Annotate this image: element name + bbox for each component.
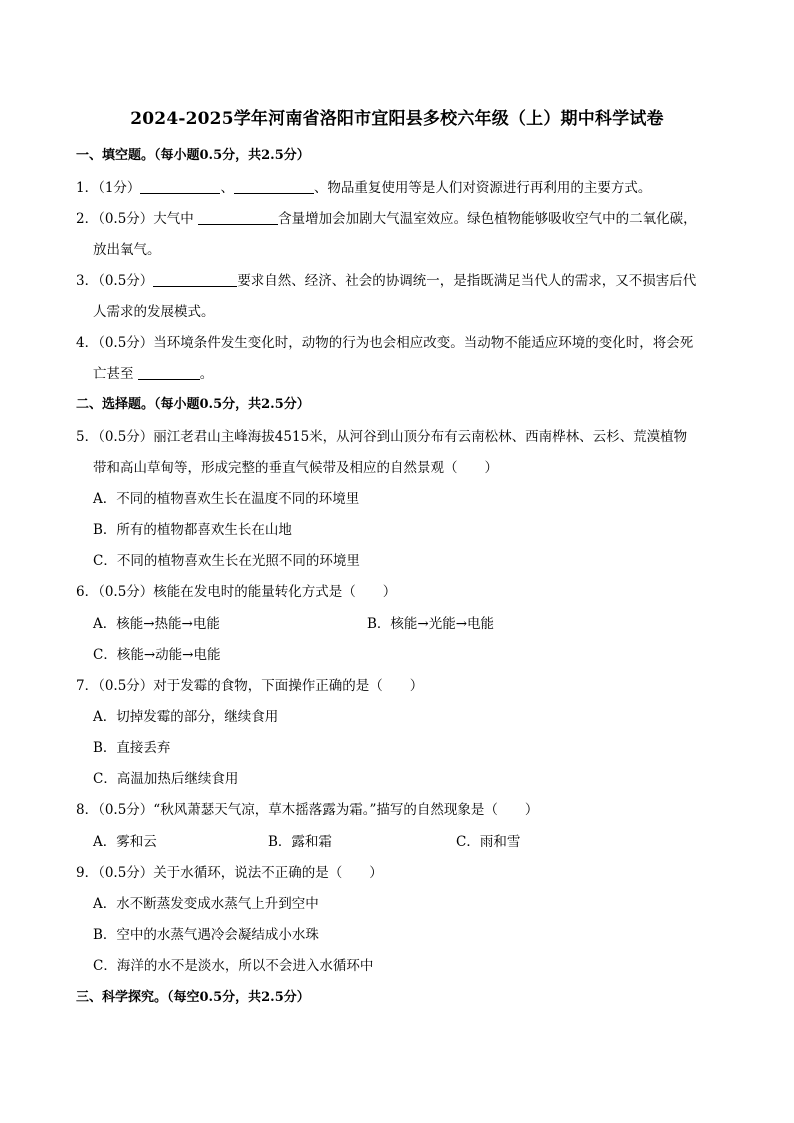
section-fill-heading: 一、填空题。（每小题0.5分，共2.5分） [76, 148, 310, 163]
question-7: 7．（0.5分）对于发霉的食物，下面操作正确的是（ ） [76, 678, 424, 694]
question-8: 8．（0.5分）“秋风萧瑟天气凉，草木摇落露为霜。”描写的自然现象是（ ） [76, 802, 539, 818]
question-7-option-c[interactable]: C．高温加热后继续食用 [93, 771, 239, 787]
page-title: 2024-2025学年河南省洛阳市宜阳县多校六年级（上）期中科学试卷 [130, 109, 664, 129]
question-7-option-b[interactable]: B．直接丢弃 [93, 740, 171, 756]
question-3 [76, 269, 696, 289]
question-4-continuation [93, 362, 213, 382]
question-6: 6．（0.5分）核能在发电时的能量转化方式是（ ） [76, 584, 397, 600]
question-5: 5．（0.5分）丽江老君山主峰海拔4515米，从河谷到山顶分布有云南松林、西南桦林、云杉、荒漠植物 [76, 429, 688, 445]
question-1-sep: 、 [220, 180, 234, 196]
answer-blank[interactable] [198, 210, 278, 225]
answer-blank[interactable] [234, 179, 314, 194]
question-9: 9．（0.5分）关于水循环，说法不正确的是（ ） [76, 865, 383, 881]
question-4-cont-suffix: 。 [199, 366, 214, 382]
question-5-continuation: 带和高山草甸等，形成完整的垂直气候带及相应的自然景观（ ） [93, 460, 498, 476]
question-4-cont-prefix: 亡甚至 [93, 366, 138, 382]
question-6-option-b[interactable]: B．核能→光能→电能 [367, 616, 495, 632]
question-3-prefix: 3．（0.5分） [76, 273, 154, 289]
question-1-suffix: 、物品重复使用等是人们对资源进行再利用的主要方式。 [313, 180, 652, 196]
question-5-option-c[interactable]: C．不同的植物喜欢生长在光照不同的环境里 [93, 553, 360, 569]
question-5-option-a[interactable]: A．不同的植物喜欢生长在温度不同的环境里 [93, 491, 360, 507]
question-2-continuation: 放出氧气。 [93, 242, 161, 258]
question-8-option-a[interactable]: A．雾和云 [93, 834, 157, 850]
question-8-option-c[interactable]: C．雨和雪 [456, 834, 521, 850]
question-2 [76, 207, 697, 227]
question-6-option-a[interactable]: A．核能→热能→电能 [93, 616, 220, 632]
question-6-option-c[interactable]: C．核能→动能→电能 [93, 647, 221, 663]
question-8-option-b[interactable]: B．露和霜 [268, 834, 332, 850]
answer-blank[interactable] [140, 179, 220, 194]
question-1-prefix: 1．（1分） [76, 180, 141, 196]
question-9-option-b[interactable]: B．空中的水蒸气遇冷会凝结成小水珠 [93, 927, 319, 943]
section-explore-heading: 三、科学探究。（每空0.5分，共2.5分） [76, 990, 310, 1005]
question-2-suffix: 含量增加会加剧大气温室效应。绿色植物能够吸收空气中的二氧化碳， [278, 211, 697, 227]
question-7-option-a[interactable]: A．切掉发霉的部分，继续食用 [93, 709, 279, 725]
answer-blank[interactable] [138, 365, 200, 380]
answer-blank[interactable] [153, 272, 237, 287]
question-1 [76, 176, 651, 196]
question-3-continuation: 人需求的发展模式。 [93, 304, 215, 320]
question-2-prefix: 2．（0.5分）大气中 [76, 211, 199, 227]
question-4: 4．（0.5分）当环境条件发生变化时，动物的行为也会相应改变。当动物不能适应环境的变化时，将会死 [76, 335, 694, 351]
section-choice-heading: 二、选择题。（每小题0.5分，共2.5分） [76, 397, 310, 412]
question-9-option-a[interactable]: A．水不断蒸发变成水蒸气上升到空中 [93, 896, 319, 912]
question-5-option-b[interactable]: B．所有的植物都喜欢生长在山地 [93, 522, 292, 538]
question-9-option-c[interactable]: C．海洋的水不是淡水，所以不会进入水循环中 [93, 958, 374, 974]
question-3-suffix: 要求自然、经济、社会的协调统一，是指既满足当代人的需求，又不损害后代 [237, 273, 697, 289]
